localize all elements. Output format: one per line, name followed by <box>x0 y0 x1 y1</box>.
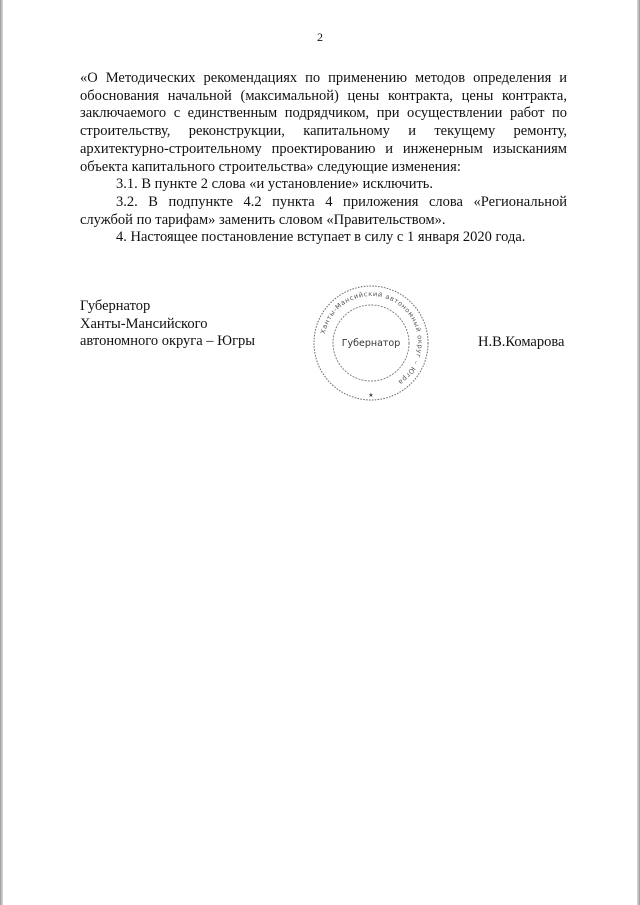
official-seal-stamp <box>310 284 432 402</box>
signer-name: Н.В.Комарова <box>478 334 565 350</box>
position-line-1: Губернатор <box>80 298 151 314</box>
paragraph-title-reference: «О Методических рекомендациях по применению методов определения и обоснования начальной (максимальной) цены контракта, цены контракта, заключаемого с единственным подрядчиком, при осуществлении работ по строительству, реконструкции, капитальному и текущему ремонту, архитектурно-строительному проектированию и инженерным изысканиям объекта капитального строительства» следующие изменения: <box>80 70 567 175</box>
position-line-3: автономного округа – Югры <box>80 333 256 350</box>
signatory-position <box>80 298 255 351</box>
seal-ring-text: Ханты-Мансийский автономный округ – Югра <box>318 289 425 387</box>
scan-edge-left <box>0 0 3 905</box>
position-line-2: Ханты-Мансийского <box>80 315 208 332</box>
page-number: 2 <box>317 30 323 44</box>
document-body <box>80 70 567 247</box>
paragraph-4: 4. Настоящее постановление вступает в силу с 1 января 2020 года. <box>116 229 526 246</box>
seal-star-icon: ★ <box>368 392 374 399</box>
paragraph-3-1: 3.1. В пункте 2 слова «и установление» исключить. <box>116 176 434 193</box>
paragraph-3-2: 3.2. В подпункте 4.2 пункта 4 приложения слова «Региональной службой по тарифам» заменить словом «Правительством». <box>80 193 567 228</box>
seal-center-text: Губернатор <box>341 338 401 349</box>
